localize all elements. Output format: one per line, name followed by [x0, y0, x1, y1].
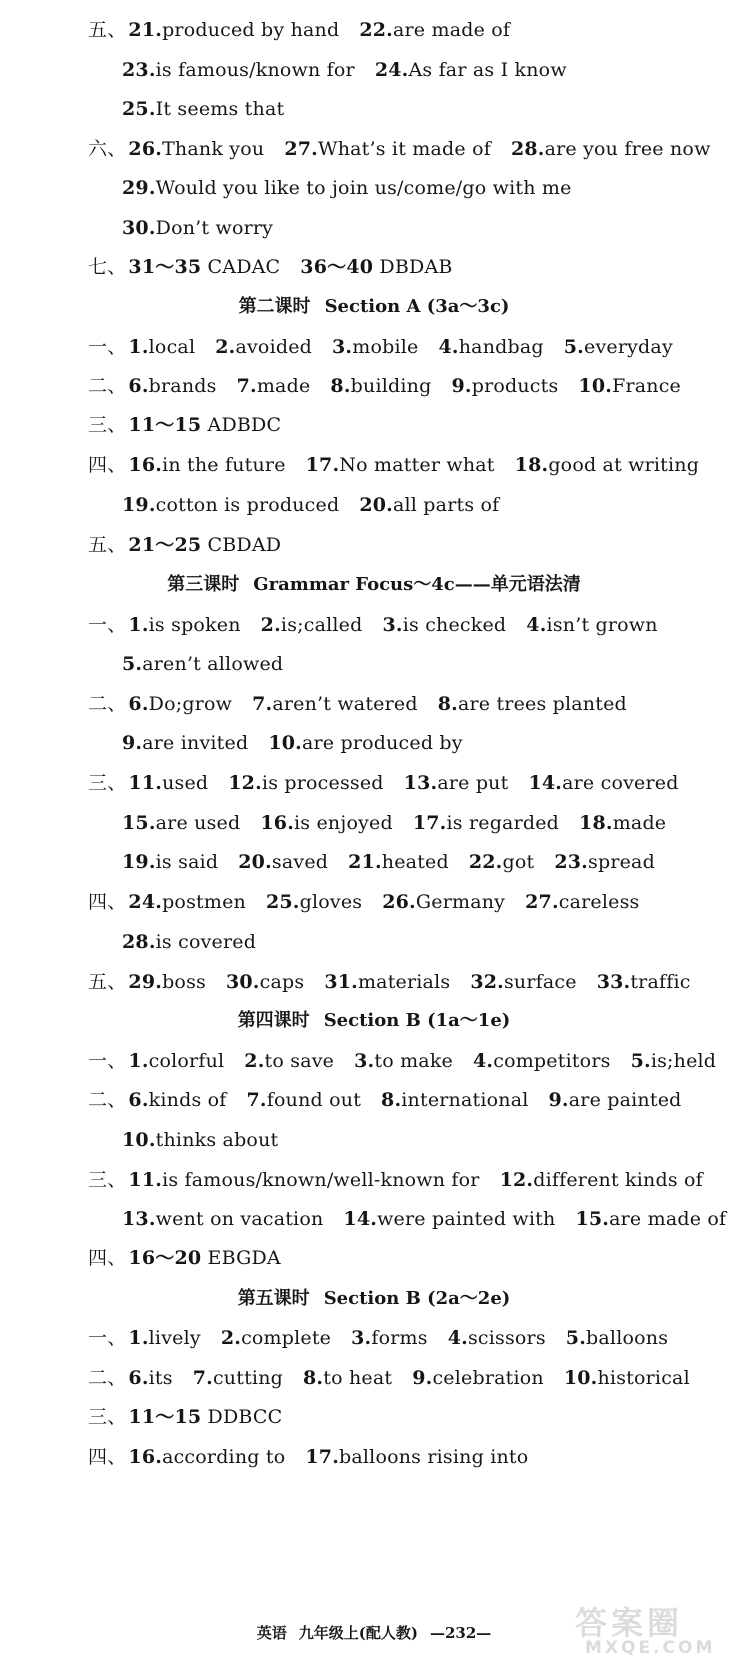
answer-item: 17.No matter what — [305, 454, 495, 476]
answer-item: 10.are produced by — [268, 732, 463, 754]
answer-item: 26.Thank you — [128, 138, 265, 160]
answer-item: 24.postmen — [128, 891, 246, 913]
answer-item: 31.materials — [324, 971, 451, 993]
answer-item: 5.aren’t allowed — [122, 653, 284, 675]
answer-item: 19.is said — [122, 851, 219, 873]
answer-item: 13.went on vacation — [122, 1208, 324, 1230]
answer-item: 10.France — [578, 375, 681, 397]
answer-item: 29.boss — [128, 971, 206, 993]
section-label: 一、 — [88, 1050, 127, 1072]
answer-line — [88, 1048, 716, 1074]
answer-item: 9.products — [451, 375, 559, 397]
answer-item: 28.are you free now — [510, 138, 711, 160]
answer-item: 12.is processed — [228, 772, 384, 794]
answer-line — [88, 1365, 690, 1391]
answer-item: 2.is;called — [260, 614, 363, 636]
answer-item: 9.celebration — [412, 1367, 544, 1389]
answer-item: 20.saved — [238, 851, 329, 873]
answer-item: 17.balloons rising into — [305, 1446, 529, 1468]
answer-item: 25.gloves — [265, 891, 363, 913]
answer-line — [122, 929, 256, 955]
watermark-url: MXQE.COM — [585, 1638, 716, 1658]
section-label: 三、 — [88, 1169, 127, 1191]
answer-item: 9.are painted — [548, 1089, 682, 1111]
section-label: 五、 — [88, 534, 127, 556]
answer-line — [122, 730, 463, 756]
answer-item: 6.Do;grow — [128, 693, 233, 715]
answer-item: 1.colorful — [128, 1050, 225, 1072]
answer-item: 22.are made of — [359, 19, 511, 41]
answer-item: 2.complete — [220, 1327, 332, 1349]
answer-item: 23.spread — [554, 851, 655, 873]
answer-line — [122, 215, 273, 241]
answer-item: 5.balloons — [565, 1327, 669, 1349]
answer-line — [88, 1404, 282, 1430]
answer-item: 2.to save — [244, 1050, 335, 1072]
section-label: 四、 — [88, 1446, 127, 1468]
footer-subject: 英语 — [256, 1624, 287, 1642]
section-label: 二、 — [88, 693, 127, 715]
watermark-logo — [567, 1598, 732, 1660]
answer-item: 4.handbag — [438, 336, 544, 358]
answer-line — [88, 1245, 281, 1271]
answer-item: 27.What’s it made of — [284, 138, 491, 160]
answer-item: 14.are covered — [528, 772, 679, 794]
answer-line — [88, 136, 711, 162]
answer-item: 13.are put — [403, 772, 509, 794]
answer-item: 27.careless — [525, 891, 640, 913]
answer-item: 4.scissors — [447, 1327, 546, 1349]
answer-item: 7.found out — [246, 1089, 362, 1111]
section-label: 二、 — [88, 1089, 127, 1111]
answer-item: 6.brands — [128, 375, 217, 397]
answer-item: 10.thinks about — [122, 1129, 279, 1151]
answer-item: 19.cotton is produced — [122, 494, 340, 516]
section-label: 六、 — [88, 138, 127, 160]
answer-line — [122, 96, 284, 122]
answer-item: 25.It seems that — [122, 98, 285, 120]
answer-item: 7.cutting — [192, 1367, 283, 1389]
answer-line — [88, 452, 699, 478]
answer-item: 15.are used — [122, 812, 241, 834]
answer-item: 1.is spoken — [128, 614, 241, 636]
section-label: 二、 — [88, 375, 127, 397]
answer-item: 7.made — [236, 375, 311, 397]
answer-line — [88, 612, 658, 638]
answer-line — [122, 651, 283, 677]
answer-line — [88, 1325, 668, 1351]
lesson-heading: 第二课时 Section A (3a～3c) — [238, 296, 510, 317]
answer-item: 12.different kinds of — [499, 1169, 703, 1191]
answer-item: 16.is enjoyed — [260, 812, 393, 834]
answer-item: 10.historical — [563, 1367, 690, 1389]
answer-line — [88, 373, 681, 399]
lesson-heading: 第三课时 Grammar Focus～4c——单元语法清 — [167, 574, 581, 595]
answer-item: 1.local — [128, 336, 196, 358]
answer-line — [88, 1444, 528, 1470]
section-label: 四、 — [88, 454, 127, 476]
answer-item: 5.everyday — [563, 336, 673, 358]
answer-item: 18.made — [579, 812, 667, 834]
answer-item: 3.to make — [354, 1050, 453, 1072]
answer-line — [88, 770, 679, 796]
answer-item: 4.isn’t grown — [526, 614, 658, 636]
answer-line — [122, 1206, 726, 1232]
answer-line — [122, 492, 499, 518]
answer-item: 30.Don’t worry — [122, 217, 274, 239]
answer-item: 3.forms — [351, 1327, 428, 1349]
answer-item: 6.kinds of — [128, 1089, 227, 1111]
answer-item: 18.good at writing — [514, 454, 700, 476]
answer-item: 8.are trees planted — [437, 693, 627, 715]
answer-item: 14.were painted with — [343, 1208, 556, 1230]
answer-item: 4.competitors — [472, 1050, 611, 1072]
answer-line — [122, 175, 572, 201]
answer-line — [88, 1167, 703, 1193]
section-label: 一、 — [88, 336, 127, 358]
answer-line — [88, 17, 510, 43]
answer-item: 1.lively — [128, 1327, 201, 1349]
answer-line — [88, 691, 627, 717]
answer-item: 16～20 EBGDA — [128, 1247, 281, 1269]
answer-item: 3.is checked — [382, 614, 507, 636]
answer-item: 22.got — [468, 851, 535, 873]
answer-line — [122, 810, 666, 836]
section-label: 三、 — [88, 772, 127, 794]
answer-line — [88, 969, 691, 995]
section-label: 三、 — [88, 414, 127, 436]
answer-item: 15.are made of — [575, 1208, 727, 1230]
answer-line — [122, 1127, 278, 1153]
section-label: 五、 — [88, 971, 127, 993]
answer-item: 8.to heat — [303, 1367, 393, 1389]
section-label: 五、 — [88, 19, 127, 41]
answer-item: 36～40 DBDAB — [300, 256, 453, 278]
answer-item: 16.according to — [128, 1446, 286, 1468]
answer-item: 8.international — [381, 1089, 529, 1111]
answer-item: 32.surface — [470, 971, 577, 993]
answer-item: 2.avoided — [215, 336, 313, 358]
answer-item: 7.aren’t watered — [252, 693, 418, 715]
section-label: 四、 — [88, 891, 127, 913]
answer-item: 11.is famous/known/well-known for — [128, 1169, 480, 1191]
section-label: 一、 — [88, 1327, 127, 1349]
answer-item: 24.As far as I know — [374, 59, 567, 81]
answer-item: 5.is;held — [630, 1050, 717, 1072]
watermark-text: 答案圈 — [575, 1604, 684, 1642]
answer-item: 9.are invited — [122, 732, 249, 754]
answer-item: 21.produced by hand — [128, 19, 340, 41]
answer-line — [88, 889, 639, 915]
answer-item: 26.Germany — [382, 891, 506, 913]
answer-line — [88, 334, 673, 360]
answer-item: 21～25 CBDAD — [128, 534, 282, 556]
section-label: 三、 — [88, 1406, 127, 1428]
answer-item: 8.building — [330, 375, 432, 397]
section-label: 一、 — [88, 614, 127, 636]
section-label: 二、 — [88, 1367, 127, 1389]
answer-item: 17.is regarded — [412, 812, 560, 834]
answer-item: 20.all parts of — [359, 494, 500, 516]
answer-line — [88, 532, 281, 558]
answer-item: 33.traffic — [596, 971, 691, 993]
answer-item: 29.Would you like to join us/come/go with me — [122, 177, 572, 199]
answer-line — [88, 1087, 682, 1113]
section-label: 七、 — [88, 256, 127, 278]
answer-line — [88, 412, 281, 438]
answer-item: 30.caps — [225, 971, 305, 993]
section-label: 四、 — [88, 1247, 127, 1269]
page-number: —232— — [429, 1624, 492, 1642]
answer-item: 11～15 DDBCC — [128, 1406, 283, 1428]
answer-item: 28.is covered — [122, 931, 257, 953]
answer-line — [122, 849, 655, 875]
answer-item: 23.is famous/known for — [122, 59, 355, 81]
answer-item: 3.mobile — [332, 336, 419, 358]
answer-item: 11～15 ADBDC — [128, 414, 282, 436]
footer-grade: 九年级上(配人教) — [298, 1624, 418, 1642]
answer-line — [122, 57, 567, 83]
lesson-heading: 第四课时 Section B (1a～1e) — [237, 1010, 511, 1031]
lesson-heading: 第五课时 Section B (2a～2e) — [237, 1288, 511, 1309]
answer-item: 6.its — [128, 1367, 173, 1389]
answer-line — [88, 254, 453, 280]
answer-item: 31～35 CADAC — [128, 256, 281, 278]
answer-item: 21.heated — [348, 851, 449, 873]
answer-item: 11.used — [128, 772, 209, 794]
answer-item: 16.in the future — [128, 454, 286, 476]
